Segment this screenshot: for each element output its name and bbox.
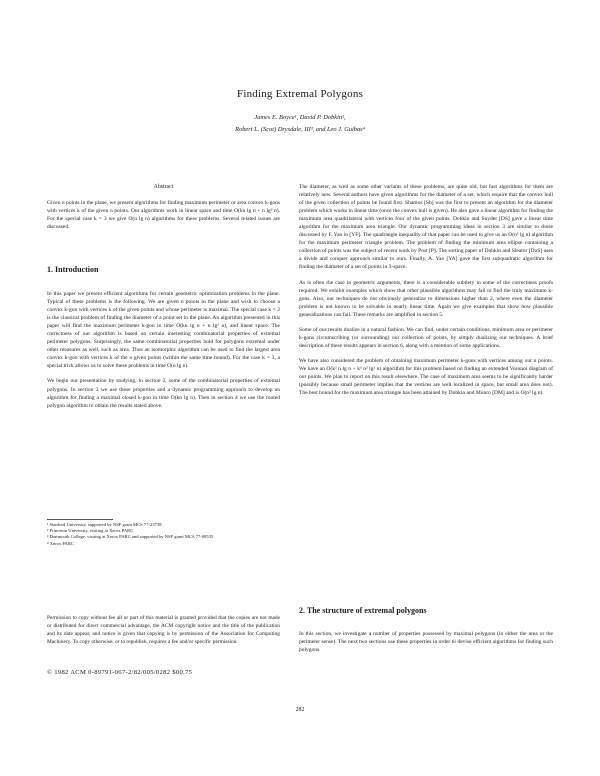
introduction-heading: 1. Introduction [47,265,99,274]
right-column [299,183,553,404]
introduction-paragraph-1: In this paper we present efficient algorithms for certain geometric optimization problems in the plane. Typical of these problems is the following. We are given n points in the plane and wish to choose a convex k-gon with vertices k of the given points and whose perimeter is maximal. The special case k = 2 is the classical problem of finding the diameter of a point set in the plane. An algorithm presented in this paper will find the maximum perimeter k-gon in time O(kn lg n + n lg² n), and linear space. The correctness of our algorithm is based on certain interesting combinatorial properties of extremal perimeter polygons. Surprisingly, the same combinatorial properties hold for polygons extremal under other measures as well, such as area. Thus an isomorphic algorithm can be used to find the largest area convex k-gon with vertices k of the n given points (within the same time bound). For the case k = 3, a special trick allows us to solve these problems in time O(n lg n). [47,291,280,370]
footnote-2: ² Princeton University, visiting at Xerox PARC [47,528,134,534]
footnote-4: ⁴ Xerox PARC [47,540,74,546]
paper-title: Finding Extremal Polygons [237,88,363,100]
authors-line-1: James E. Boyce¹, David P. Dobkin², [254,114,346,121]
copyright-line: © 1982 ACM 0-89791-067-2/82/005/0282 $00.75 [47,669,193,676]
section-2-body: In this section, we investigate a number of properties possessed by maximal polygons (in either the area or the perimeter sense). The next two sections use these properties in order to devise efficient algorithms for finding such polygons. [299,631,553,654]
dualize-paragraph: Some of our results dualize in a natural fashion. We can find, under certain conditions, minimum area or perimeter k-gons circumscribing (or surrounding) our collection of points, by simply dualizing our techniques. A brief description of these results appears in section 6, along with a mention of some applications. [299,326,553,349]
page-number: 282 [295,707,305,713]
introduction-body [47,290,280,417]
subtlety-paragraph: As is often the case in geometric arguments, there is a considerable subtlety in some of the correctness proofs required. We exhibit examples which show that other plausible algorithms may fail to find the truly maximum k-gons. Also, our techniques do not obviously generalize to dimensions higher than 2, where even the diameter problem is not known to be solvable in nearly linear time. Again we give examples that show how plausible generalizations can fail. These remarks are amplified in section 5. [299,279,553,318]
footnote-rule [47,519,113,520]
related-work-paragraph: The diameter, as well as some other variants of these problems, are quite old, but fast algorithms for them are relatively new. Several authors have given algorithms for the diameter of a set, which require that the convex hull of the given collection of points be found first. Shamos [Sh] was the first to present an algorithm for the diameter problem which works in linear time (once the convex hull is given). He also gave a linear algorithm for finding the maximum area quadrilateral with vertices four of the given points. Dobkin and Snyder [DS] gave a linear time algorithm for the maximum area triangle. Our dynamic programming ideas in section 3 are similar to those discussed by F. Yao in [YF]. The quadrangle inequality of that paper can be used to give us an O(n² lg n) algorithm for the maximum perimeter triangle problem. The problem of finding the minimum area ellipse containing a collection of points was the subject of recent work by Post [P]. The sorting paper of Dobkin and Sleator [DoS] uses a divide and conquer approach similar to ours. Finally, A. Yao [YA] gave the first subquadratic algorithm for finding the diameter of a set of points in 3-space. [299,184,553,271]
footnote-3: ³ Dartmouth College, visiting at Xerox PARC and supported by NSF grant MCS 77-08535 [47,534,214,540]
abstract-heading: Abstract [153,184,174,190]
footnote-1: ¹ Stanford University, supported by NSF grant MCS 77-23738 [47,522,162,527]
voronoi-paragraph: We have also considered the problem of obtaining maximum perimeter k-gons with vertices among our n points. We have an O(k² n lg n + k³ n² lg² n) algorithm for this problem based on finding an extended Voronoi diagram of our points. We plan to report on this result elsewhere. The case of maximum area seems to be significantly harder (possibly because small perimeter implies that the vertices are well localized in space, but small area does not). The best bound for the maximum area triangle has been attained by Dobkin and Munro [DM] and is O(n² lg n). [299,357,553,397]
authors-line-2: Robert L. (Scot) Drysdale, III³, and Leo J. Guibas⁴ [235,126,365,133]
abstract-section [47,183,280,238]
abstract-text: Given n points in the plane, we present algorithms for finding maximum perimeter or area convex k-gons with vertices k of the given n points. Our algorithms work in linear space and time O(kn lg n + n lg² n). For the special case k = 3 we give O(n lg n) algorithms for these problems. Several related issues are discussed. [47,200,280,231]
footnotes [47,522,280,547]
section-2-heading: 2. The structure of extremal polygons [299,606,427,615]
introduction-paragraph-2: We begin our presentation by studying, in section 2, some of the combinatorial properties of extremal polygons. In section 3 we use these properties and a dynamic programming approach to develop an algorithm for finding a maximal closed k-gon in time O(kn lg n). Then in section 4 we use the rooted polygon algorithm to obtain the results stated above. [47,378,280,409]
permission-notice: Permission to copy without fee all or part of this material is granted provided that the copies are not made or distributed for direct commercial advantage, the ACM copyright notice and the title of the publication and its date appear, and notice is given that copying is by permission of the Association for Computing Machinery. To copy otherwise, or to republish, requires a fee and/or specific permission. [47,615,280,645]
